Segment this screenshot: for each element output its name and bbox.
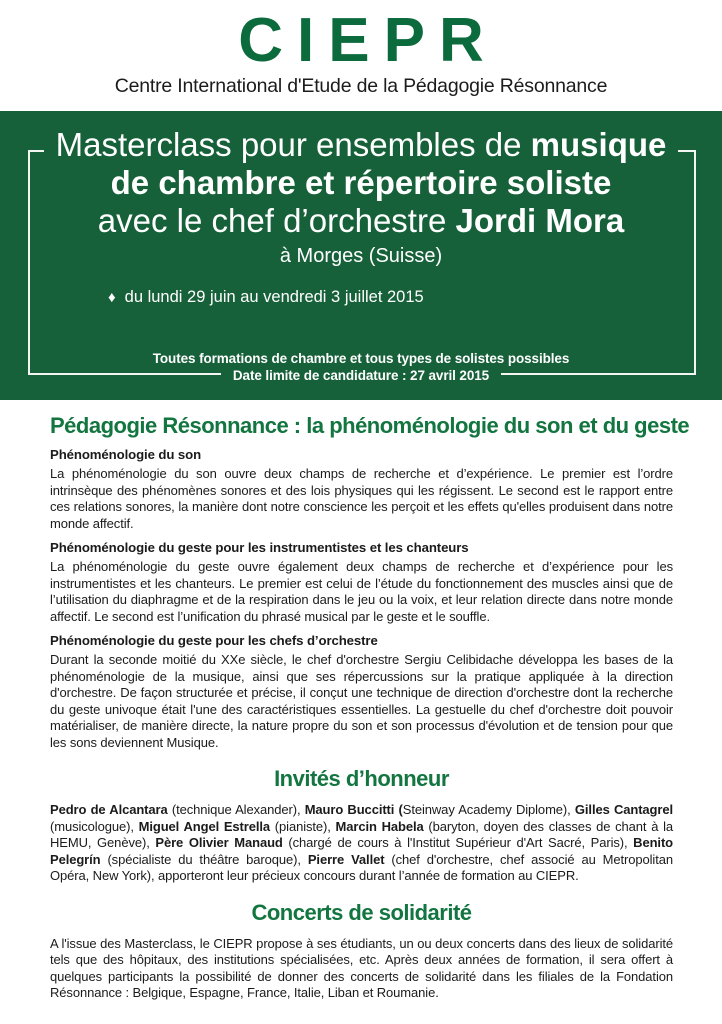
- diamond-bullet-icon: ♦: [108, 289, 116, 306]
- banner-location: [0, 244, 722, 268]
- org-logo: CIEPR: [238, 6, 498, 75]
- banner-title-line-1-text: Masterclass pour ensembles de musique: [44, 126, 679, 163]
- paragraph-concerts: A l'issue des Masterclass, le CIEPR propose à ses étudiants, un ou deux concerts dans des lieux de solidarité tels que des hôpitaux, des institutions spécialisées, etc. Après deux années de formation, il sera offert à quelques participants la possibilité de donner des concerts de solidarité dans les filiales de la Fondation Résonnance : Belgique, Espagne, France, Italie, Liban et Roumanie.: [50, 935, 673, 1000]
- paragraph-invites: Pedro de Alcantara (technique Alexander), Mauro Buccitti (Steinway Academy Diplome), Gilles Cantagrel (musicologue), Miguel Angel Estrella (pianiste), Marcin Habela (baryton, doyen des classes de chant à la HEMU, Genève), Père Olivier Manaud (chargé de cours à l'Institut Supérieur d'Art Sacré, Paris), Benito Pelegrín (spécialiste du théâtre baroque), Pierre Vallet (chef d'orchestre, chef associé au Metropolitan Opéra, New York), apporteront leur précieux concours durant l’année de formation au CIEPR.: [50, 802, 674, 883]
- paragraph-geste-instrumentistes: La phénoménologie du geste ouvre également deux champs de recherche et d’expérience pour les instrumentistes et les chanteurs. Le premier est celui de l’étude du fonctionnement des muscles ainsi que de l’utilisation du diaphragme et de la respiration dans le jeu ou la voix, et leur relation directe dans notre monde affectif. Le second est l’unification du phrasé musical par le geste et le souffle.: [50, 559, 673, 624]
- banner-dates: [108, 287, 424, 308]
- subheading-phenomenologie-son: Phénoménologie du son: [50, 447, 202, 462]
- paragraph-geste-chefs: Durant la seconde moitié du XXe siècle, le chef d'orchestre Sergiu Celibidache développa les bases de la phénoménologie de la musique, ainsi que ses répercussions sur la pratique appliquée à la direction d'orchestre. De façon structurée et précise, il conçut une technique de direction d'orchestre dont la recherche du geste univoque était l'une des caractéristiques essentielles. La gestuelle du chef d'orchestre doit pouvoir matérialiser, de manière directe, la nature propre du son et son processus d'évolution et de tension pour que les sons deviennent Musique.: [50, 652, 673, 750]
- org-subtitle: Centre International d'Etude de la Pédagogie Résonnance: [114, 75, 608, 97]
- banner-title-line-3: [0, 202, 722, 240]
- banner-title-line-2: [0, 164, 722, 202]
- section-heading-concerts: Concerts de solidarité: [251, 899, 472, 925]
- section-heading-invites: Invités d’honneur: [274, 766, 449, 791]
- banner: [0, 111, 722, 400]
- banner-title-line-3-text: avec le chef d’orchestre Jordi Mora: [97, 202, 625, 239]
- section-heading-pedagogie: Pédagogie Résonnance : la phénoménologie du son et du geste: [50, 413, 690, 438]
- banner-note-formations: [0, 351, 722, 367]
- subheading-geste-chefs: Phénoménologie du geste pour les chefs d’orchestre: [50, 633, 378, 648]
- banner-location-text: à Morges (Suisse): [279, 245, 443, 267]
- banner-note-deadline-text: Date limite de candidature : 27 avril 2015: [221, 368, 501, 383]
- banner-title-line-2-text: de chambre et répertoire soliste: [110, 164, 612, 201]
- banner-note-formations-text: Toutes formations de chambre et tous types de solistes possibles: [152, 351, 570, 366]
- main-content: [0, 400, 722, 1007]
- banner-note-deadline: [0, 367, 722, 384]
- banner-title-line-1: [0, 126, 722, 164]
- paragraph-phenomenologie-son: La phénoménologie du son ouvre deux champs de recherche et d’expérience. Le premier est l’ordre intrinsèque des phénomènes sonores et des lois physiques qui les régissent. Le second est le rapport entre ces relations sonores, la manière dont notre conscience les perçoit et les effets qu'elles produisent dans notre monde affectif.: [50, 466, 673, 531]
- header: [0, 0, 722, 98]
- banner-dates-text: du lundi 29 juin au vendredi 3 juillet 2015: [124, 288, 424, 306]
- subheading-geste-instrumentistes: Phénoménologie du geste pour les instrumentistes et les chanteurs: [50, 540, 469, 555]
